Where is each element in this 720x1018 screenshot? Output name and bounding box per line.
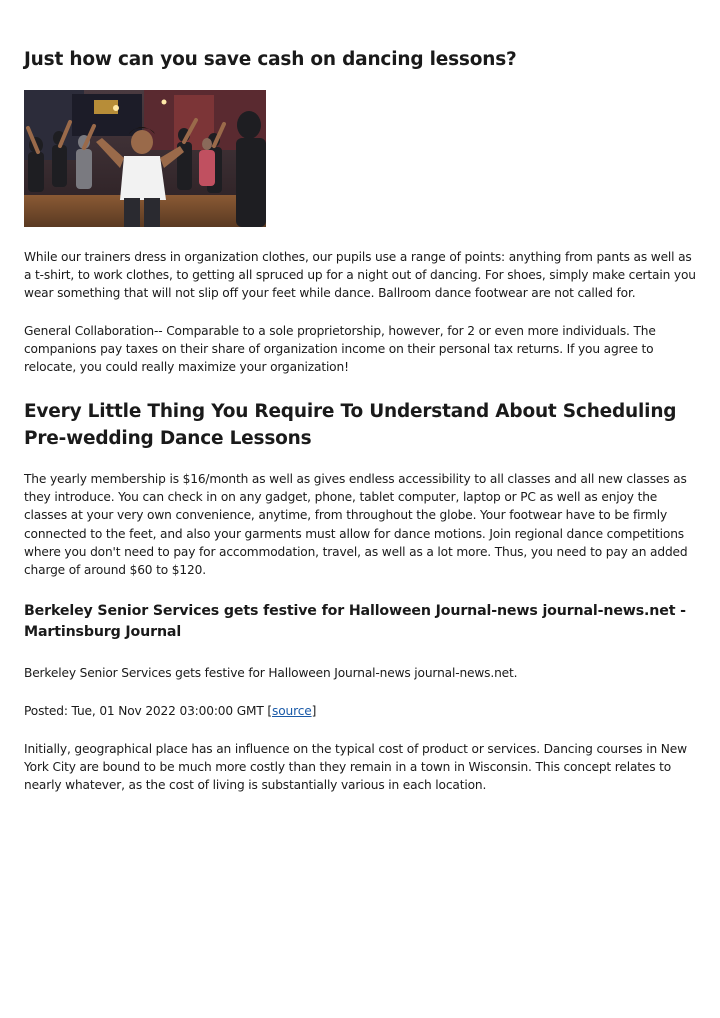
paragraph-membership: The yearly membership is $16/month as well as gives endless accessibility to all classes and all new classes as they introduce. You can check in on any gadget, phone, tablet computer, laptop or PC as well as enjoy the classes at your very own convenience, anytime, from throughout the globe. Your footwear have to be firmly connected to the feet, and also your garments must allow for dance motions. Join regional dance competitions where you don't need to pay for accommodation, travel, as well as a lot more. Thus, you need to pay an added charge of around $60 to $120. bbox=[24, 472, 688, 578]
posted-line bbox=[24, 702, 696, 720]
paragraph-partnership: General Collaboration-- Comparable to a sole proprietorship, however, for 2 or even more individuals. The companions pay taxes on their share of organization income on their personal tax returns. If you agree to relocate, you could really maximize your organization! bbox=[24, 324, 656, 375]
source-link[interactable]: source bbox=[272, 704, 312, 718]
dance-class-photo bbox=[24, 90, 266, 227]
paragraph-geography: Initially, geographical place has an influence on the typical cost of product or services. Dancing courses in New York City are bound to be much more costly than they remain in a town in Wisconsin. This concept relates to nearly whatever, as the cost of living is substantially various in each location. bbox=[24, 742, 687, 793]
section-heading: Every Little Thing You Require To Understand About Scheduling Pre-wedding Dance Lessons bbox=[24, 401, 677, 449]
page-title: Just how can you save cash on dancing lessons? bbox=[24, 49, 517, 70]
posted-date: Posted: Tue, 01 Nov 2022 03:00:00 GMT [ bbox=[24, 704, 273, 718]
news-summary: Berkeley Senior Services gets festive for Halloween Journal-news journal-news.net. bbox=[24, 666, 518, 680]
news-heading: Berkeley Senior Services gets festive for Halloween Journal-news journal-news.net - Martinsburg Journal bbox=[24, 603, 686, 640]
posted-bracket: ] bbox=[311, 704, 317, 718]
hero-image bbox=[24, 90, 266, 227]
paragraph-attire: While our trainers dress in organization clothes, our pupils use a range of points: anything from pants as well as a t-shirt, to work clothes, to getting all spruced up for a night out of dancing. For shoes, simply make certain you wear something that will not slip off your feet while dance. Ballroom dance footwear are not called for. bbox=[24, 250, 696, 301]
